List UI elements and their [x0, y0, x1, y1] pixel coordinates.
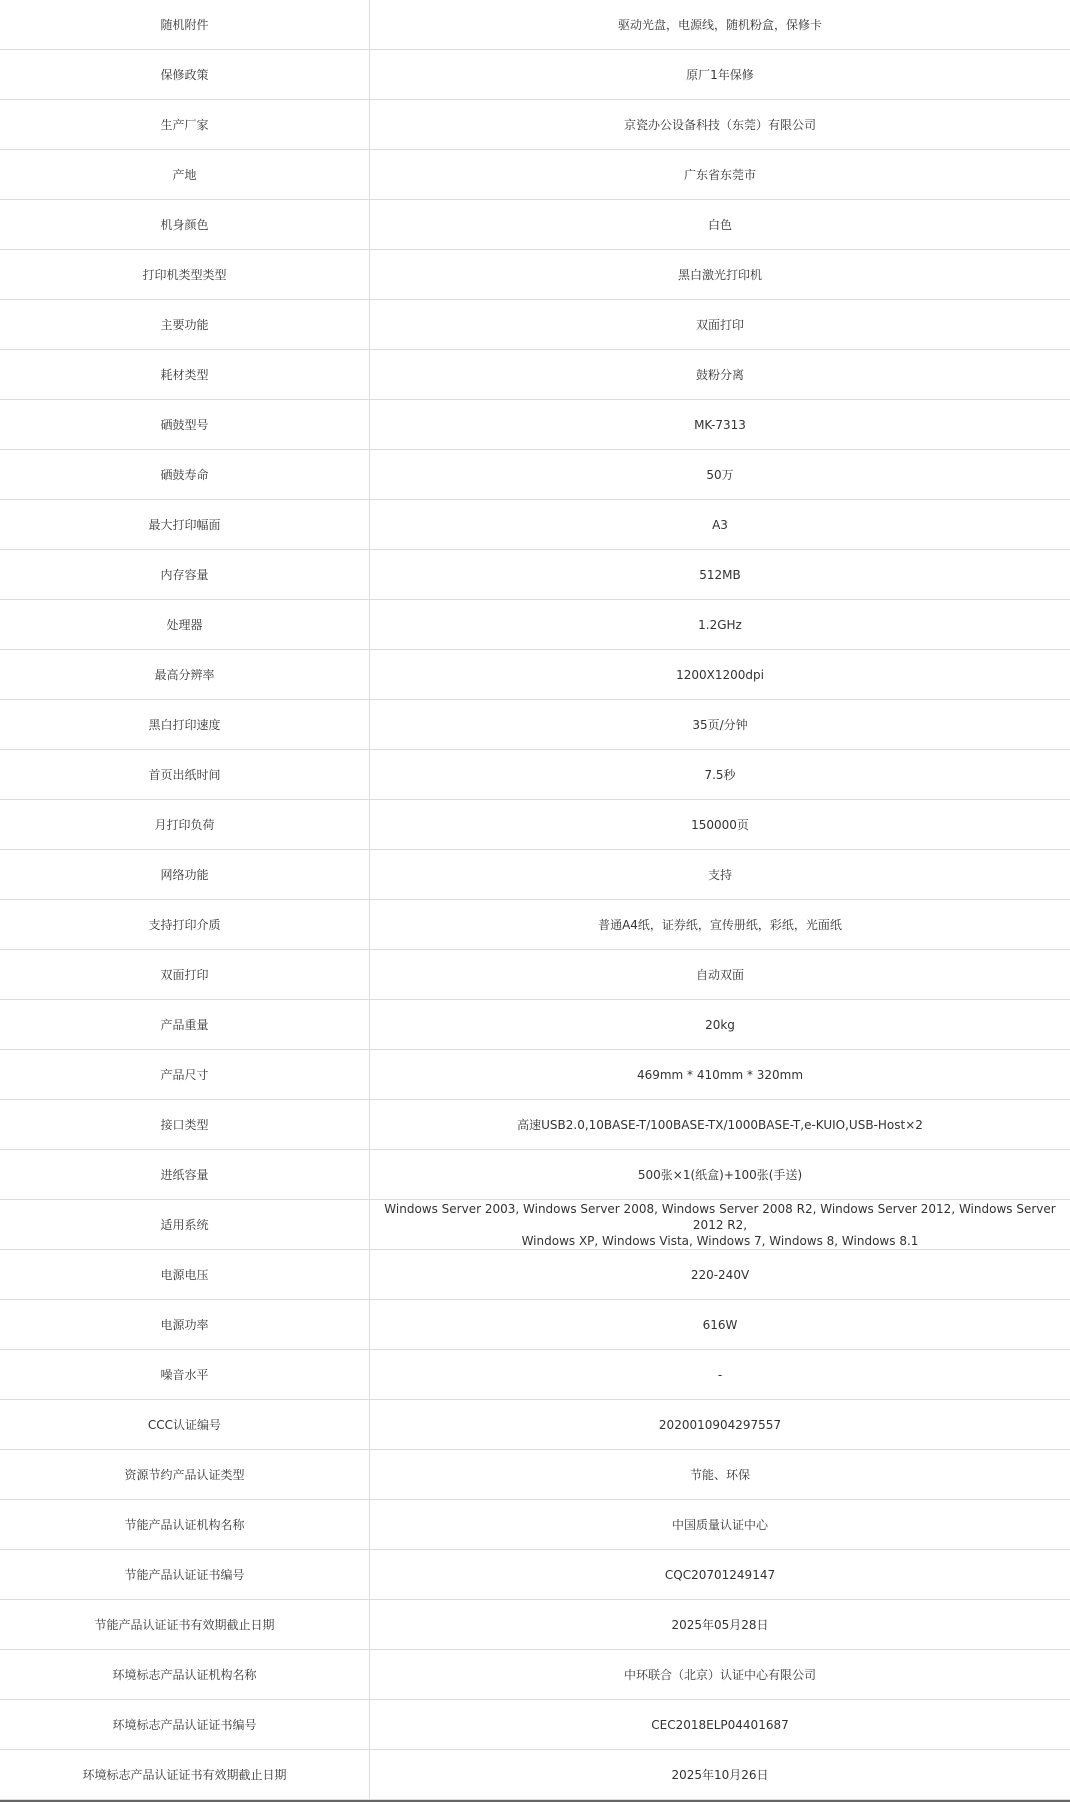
spec-label: 接口类型	[0, 1100, 370, 1149]
spec-row	[0, 1450, 1070, 1500]
spec-label: CCC认证编号	[0, 1400, 370, 1449]
spec-label: 耗材类型	[0, 350, 370, 399]
spec-label: 适用系统	[0, 1200, 370, 1249]
spec-value: MK-7313	[694, 417, 746, 432]
spec-label: 最大打印幅面	[0, 500, 370, 549]
spec-value: 支持	[707, 867, 732, 882]
spec-value: 白色	[707, 217, 732, 232]
spec-row	[0, 0, 1070, 50]
spec-value: 1200X1200dpi	[676, 667, 764, 682]
spec-label: 硒鼓型号	[0, 400, 370, 449]
spec-label: 机身颜色	[0, 200, 370, 249]
spec-label: 黑白打印速度	[0, 700, 370, 749]
spec-value: CQC20701249147	[664, 1567, 776, 1582]
spec-row	[0, 950, 1070, 1000]
spec-row	[0, 400, 1070, 450]
spec-row	[0, 850, 1070, 900]
spec-value: 广东省东莞市	[683, 167, 756, 182]
spec-row	[0, 1700, 1070, 1750]
spec-value: 普通A4纸，证券纸，宣传册纸，彩纸，光面纸	[598, 917, 842, 932]
spec-label: 随机附件	[0, 0, 370, 49]
spec-row	[0, 900, 1070, 950]
spec-label: 处理器	[0, 600, 370, 649]
spec-row	[0, 1250, 1070, 1300]
spec-row	[0, 1050, 1070, 1100]
spec-value: 2025年10月26日	[671, 1767, 769, 1782]
spec-row	[0, 1550, 1070, 1600]
spec-value: 150000页	[691, 817, 749, 832]
spec-row	[0, 100, 1070, 150]
spec-label: 资源节约产品认证类型	[0, 1450, 370, 1499]
spec-value: 驱动光盘，电源线，随机粉盒，保修卡	[617, 17, 822, 32]
spec-label: 支持打印介质	[0, 900, 370, 949]
spec-value: 2020010904297557	[658, 1417, 782, 1432]
spec-row	[0, 1150, 1070, 1200]
spec-value: 220-240V	[690, 1267, 750, 1282]
spec-value: 2025年05月28日	[671, 1617, 769, 1632]
spec-label: 节能产品认证证书有效期截止日期	[0, 1600, 370, 1649]
spec-value: 500张×1(纸盒)+100张(手送)	[637, 1167, 803, 1182]
spec-value: 20kg	[705, 1017, 735, 1032]
spec-label: 节能产品认证机构名称	[0, 1500, 370, 1549]
spec-row	[0, 1500, 1070, 1550]
spec-label: 产地	[0, 150, 370, 199]
spec-value: 50万	[706, 467, 734, 482]
spec-label: 打印机类型类型	[0, 250, 370, 299]
spec-row	[0, 1350, 1070, 1400]
spec-value: Windows Server 2003, Windows Server 2008, Windows Server 2008 R2, Windows Server 2012, Windows Server 2012 R2, Windows XP, Windows Vista, Windows 7, Windows 8, Windows 8.1	[384, 1201, 1056, 1248]
spec-value: 自动双面	[695, 967, 744, 982]
spec-value: -	[717, 1367, 723, 1382]
spec-value: 中国质量认证中心	[671, 1517, 768, 1532]
spec-row	[0, 750, 1070, 800]
spec-row	[0, 1650, 1070, 1700]
spec-row	[0, 50, 1070, 100]
spec-label: 电源电压	[0, 1250, 370, 1299]
spec-row	[0, 1200, 1070, 1250]
spec-row	[0, 450, 1070, 500]
spec-row	[0, 700, 1070, 750]
spec-value: CEC2018ELP04401687	[651, 1717, 789, 1732]
spec-label: 环境标志产品认证机构名称	[0, 1650, 370, 1699]
spec-label: 环境标志产品认证证书编号	[0, 1700, 370, 1749]
spec-value: 35页/分钟	[692, 717, 748, 732]
spec-row	[0, 1600, 1070, 1650]
spec-value: 1.2GHz	[698, 617, 742, 632]
spec-label: 双面打印	[0, 950, 370, 999]
spec-label: 月打印负荷	[0, 800, 370, 849]
spec-value: 鼓粉分离	[695, 367, 744, 382]
spec-row	[0, 250, 1070, 300]
spec-value: 469mm * 410mm * 320mm	[636, 1067, 804, 1082]
spec-label: 进纸容量	[0, 1150, 370, 1199]
spec-row	[0, 1100, 1070, 1150]
spec-row	[0, 800, 1070, 850]
spec-value: 616W	[702, 1317, 738, 1332]
spec-value: 京瓷办公设备科技（东莞）有限公司	[623, 117, 816, 132]
spec-row	[0, 550, 1070, 600]
spec-label: 保修政策	[0, 50, 370, 99]
spec-row	[0, 500, 1070, 550]
spec-label: 内存容量	[0, 550, 370, 599]
spec-label: 产品重量	[0, 1000, 370, 1049]
spec-row	[0, 600, 1070, 650]
spec-value: 7.5秒	[704, 767, 736, 782]
spec-value: A3	[712, 517, 728, 532]
spec-label: 网络功能	[0, 850, 370, 899]
spec-row	[0, 1000, 1070, 1050]
spec-row	[0, 1400, 1070, 1450]
spec-label: 噪音水平	[0, 1350, 370, 1399]
spec-row	[0, 650, 1070, 700]
spec-label: 生产厂家	[0, 100, 370, 149]
spec-label: 最高分辨率	[0, 650, 370, 699]
spec-value: 高速USB2.0,10BASE-T/100BASE-TX/1000BASE-T,e-KUIO,USB-Host×2	[517, 1117, 923, 1132]
spec-value: 原厂1年保修	[686, 67, 754, 82]
spec-label: 首页出纸时间	[0, 750, 370, 799]
spec-row	[0, 200, 1070, 250]
spec-row	[0, 300, 1070, 350]
spec-label: 电源功率	[0, 1300, 370, 1349]
spec-label: 产品尺寸	[0, 1050, 370, 1099]
spec-label: 主要功能	[0, 300, 370, 349]
spec-row	[0, 1750, 1070, 1800]
spec-label: 硒鼓寿命	[0, 450, 370, 499]
spec-value: 黑白激光打印机	[677, 267, 762, 282]
spec-row	[0, 150, 1070, 200]
spec-label: 节能产品认证证书编号	[0, 1550, 370, 1599]
spec-label: 环境标志产品认证证书有效期截止日期	[0, 1750, 370, 1799]
spec-row	[0, 350, 1070, 400]
spec-value: 512MB	[699, 567, 741, 582]
spec-row	[0, 1300, 1070, 1350]
spec-value: 双面打印	[695, 317, 744, 332]
spec-value: 节能、环保	[689, 1467, 750, 1482]
spec-value: 中环联合（北京）认证中心有限公司	[623, 1667, 816, 1682]
